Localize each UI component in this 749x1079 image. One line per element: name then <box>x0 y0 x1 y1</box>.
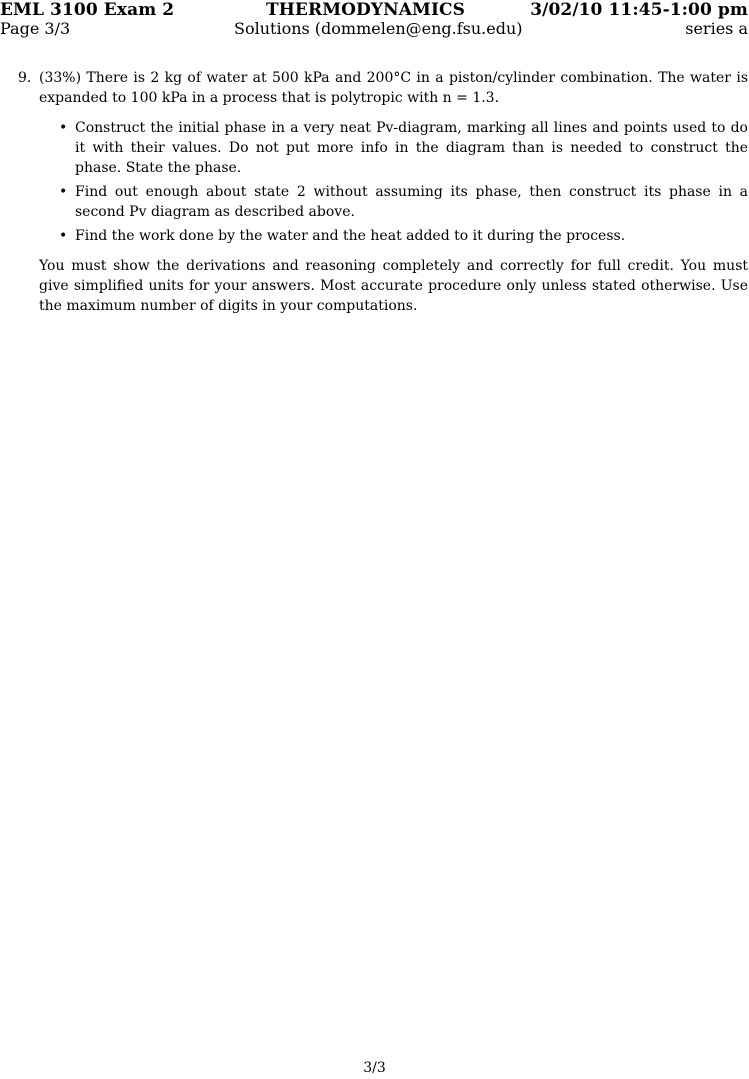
bullet-icon: • <box>59 120 68 136</box>
course-title: EML 3100 Exam 2 <box>0 0 175 20</box>
series-label: series a <box>685 19 748 38</box>
task-text: Find out enough about state 2 without assuming its phase, then construct its phase in a second Pv diagram as described above. <box>75 184 748 220</box>
page-footer-number: 3/3 <box>363 1060 386 1076</box>
task-item <box>59 226 748 246</box>
task-item <box>59 182 748 222</box>
bullet-icon: • <box>59 228 68 244</box>
exam-datetime: 3/02/10 11:45-1:00 pm <box>530 0 748 20</box>
instructions-paragraph: You must show the derivations and reasoning completely and correctly for full credit. You must give simplified units for your answers. Most accurate procedure only unless stated otherwise. Use the maximum number of digits in your computations. <box>39 258 748 314</box>
problem-9 <box>18 68 748 316</box>
problem-number: 9. <box>18 70 32 86</box>
task-item <box>59 118 748 178</box>
task-list <box>18 118 748 246</box>
bullet-icon: • <box>59 184 68 200</box>
subject-title: THERMODYNAMICS <box>266 0 466 20</box>
task-text: Construct the initial phase in a very neat Pv-diagram, marking all lines and points used to do it with their values. Do not put more info in the diagram than is needed to construct the phase. State the phase. <box>75 120 748 176</box>
problem-statement: (33%) There is 2 kg of water at 500 kPa and 200°C in a piston/cylinder combination. The water is expanded to 100 kPa in a process that is polytropic with n = 1.3. <box>39 70 748 106</box>
task-text: Find the work done by the water and the heat added to it during the process. <box>75 228 626 244</box>
header-row-bottom <box>0 19 749 41</box>
page-indicator: Page 3/3 <box>0 19 71 38</box>
solutions-contact: Solutions (dommelen@eng.fsu.edu) <box>234 19 523 38</box>
